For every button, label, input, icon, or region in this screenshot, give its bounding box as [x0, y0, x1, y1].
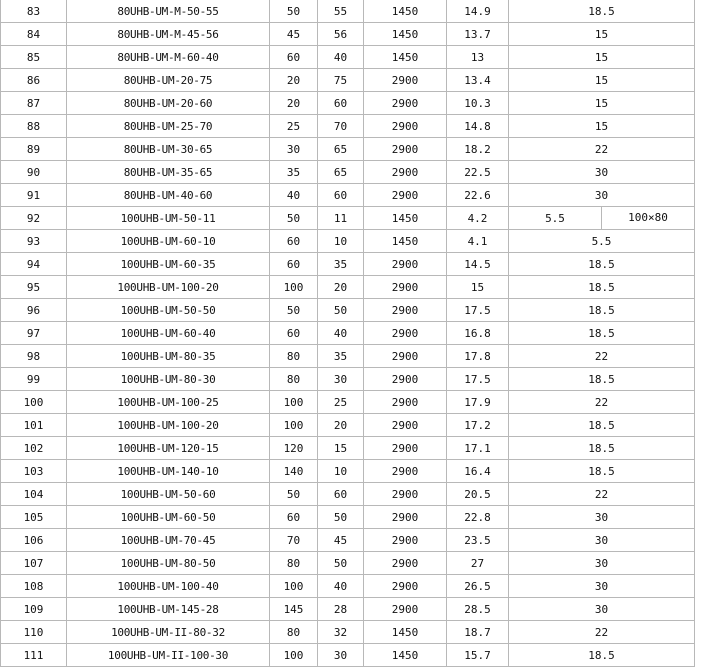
cell-no: 86 — [1, 69, 67, 92]
cell-flow: 60 — [270, 253, 318, 276]
cell-head: 10 — [318, 460, 364, 483]
cell-head: 11 — [318, 207, 364, 230]
cell-shaft-power: 15 — [447, 276, 509, 299]
cell-shaft-power: 17.8 — [447, 345, 509, 368]
cell-shaft-power: 26.5 — [447, 575, 509, 598]
cell-model: 100UHB-UM-145-28 — [67, 598, 270, 621]
cell-shaft-power: 13 — [447, 46, 509, 69]
cell-speed: 2900 — [364, 276, 447, 299]
cell-model: 100UHB-UM-140-10 — [67, 460, 270, 483]
cell-speed: 2900 — [364, 414, 447, 437]
cell-head: 28 — [318, 598, 364, 621]
cell-no: 93 — [1, 230, 67, 253]
table-row — [1, 299, 695, 322]
cell-model: 100UHB-UM-80-30 — [67, 368, 270, 391]
cell-no: 94 — [1, 253, 67, 276]
cell-speed: 2900 — [364, 391, 447, 414]
cell-model: 100UHB-UM-100-40 — [67, 575, 270, 598]
cell-flow: 80 — [270, 552, 318, 575]
cell-motor-power: 15 — [509, 46, 695, 69]
cell-motor-power: 18.5 — [509, 460, 695, 483]
table-row — [1, 368, 695, 391]
cell-shaft-power: 17.9 — [447, 391, 509, 414]
cell-head: 75 — [318, 69, 364, 92]
cell-motor-power: 22 — [509, 138, 695, 161]
cell-no: 104 — [1, 483, 67, 506]
cell-head: 30 — [318, 644, 364, 667]
cell-model: 100UHB-UM-120-15 — [67, 437, 270, 460]
cell-motor-power: 18.5 — [509, 437, 695, 460]
cell-no: 85 — [1, 46, 67, 69]
cell-flow: 80 — [270, 345, 318, 368]
cell-model: 80UHB-UM-M-50-55 — [67, 0, 270, 23]
cell-model: 100UHB-UM-60-10 — [67, 230, 270, 253]
cell-speed: 1450 — [364, 644, 447, 667]
cell-model: 80UHB-UM-25-70 — [67, 115, 270, 138]
cell-motor-power: 30 — [509, 529, 695, 552]
table-row — [1, 391, 695, 414]
cell-head: 32 — [318, 621, 364, 644]
cell-flow: 30 — [270, 138, 318, 161]
table-row — [1, 276, 695, 299]
cell-speed: 1450 — [364, 207, 447, 230]
cell-head: 35 — [318, 345, 364, 368]
table-row — [1, 115, 695, 138]
cell-shaft-power: 28.5 — [447, 598, 509, 621]
cell-no: 110 — [1, 621, 67, 644]
cell-flow: 100 — [270, 391, 318, 414]
table-row — [1, 644, 695, 667]
cell-head: 60 — [318, 92, 364, 115]
cell-speed: 1450 — [364, 0, 447, 23]
cell-speed: 2900 — [364, 598, 447, 621]
cell-model: 80UHB-UM-M-60-40 — [67, 46, 270, 69]
cell-model: 100UHB-UM-100-20 — [67, 276, 270, 299]
cell-speed: 1450 — [364, 230, 447, 253]
cell-motor-power: 5.5 — [509, 230, 695, 253]
cell-no: 83 — [1, 0, 67, 23]
cell-motor-power: 15 — [509, 92, 695, 115]
cell-motor-power: 18.5 — [509, 414, 695, 437]
cell-flow: 20 — [270, 69, 318, 92]
cell-model: 100UHB-UM-60-35 — [67, 253, 270, 276]
cell-speed: 2900 — [364, 368, 447, 391]
cell-shaft-power: 22.5 — [447, 161, 509, 184]
cell-motor-power-split — [509, 207, 695, 230]
cell-model: 80UHB-UM-20-60 — [67, 92, 270, 115]
table-row — [1, 322, 695, 345]
cell-head: 35 — [318, 253, 364, 276]
cell-shaft-power: 14.5 — [447, 253, 509, 276]
cell-motor-power: 30 — [509, 552, 695, 575]
cell-flow: 80 — [270, 621, 318, 644]
cell-head: 10 — [318, 230, 364, 253]
table-row — [1, 552, 695, 575]
table-row — [1, 23, 695, 46]
cell-no: 98 — [1, 345, 67, 368]
cell-speed: 2900 — [364, 184, 447, 207]
cell-shaft-power: 13.4 — [447, 69, 509, 92]
cell-motor-power: 18.5 — [509, 253, 695, 276]
cell-motor-power: 18.5 — [509, 368, 695, 391]
cell-model: 100UHB-UM-60-50 — [67, 506, 270, 529]
cell-no: 90 — [1, 161, 67, 184]
cell-head: 30 — [318, 368, 364, 391]
cell-flow: 50 — [270, 483, 318, 506]
table-row — [1, 138, 695, 161]
cell-speed: 2900 — [364, 460, 447, 483]
cell-flow: 100 — [270, 644, 318, 667]
cell-flow: 140 — [270, 460, 318, 483]
cell-head: 70 — [318, 115, 364, 138]
cell-shaft-power: 17.5 — [447, 299, 509, 322]
cell-no: 100 — [1, 391, 67, 414]
cell-no: 105 — [1, 506, 67, 529]
table-row — [1, 0, 695, 23]
cell-model: 100UHB-UM-II-80-32 — [67, 621, 270, 644]
cell-no: 84 — [1, 23, 67, 46]
cell-model: 100UHB-UM-70-45 — [67, 529, 270, 552]
cell-flow: 45 — [270, 23, 318, 46]
cell-flow: 100 — [270, 414, 318, 437]
cell-no: 88 — [1, 115, 67, 138]
table-row — [1, 506, 695, 529]
cell-head: 50 — [318, 552, 364, 575]
cell-flow: 20 — [270, 92, 318, 115]
cell-shaft-power: 20.5 — [447, 483, 509, 506]
cell-speed: 2900 — [364, 322, 447, 345]
cell-head: 50 — [318, 506, 364, 529]
cell-no: 96 — [1, 299, 67, 322]
cell-no: 92 — [1, 207, 67, 230]
cell-no: 101 — [1, 414, 67, 437]
cell-flow: 145 — [270, 598, 318, 621]
cell-head: 55 — [318, 0, 364, 23]
cell-motor-power: 15 — [509, 69, 695, 92]
cell-motor-power: 18.5 — [509, 276, 695, 299]
cell-shaft-power: 22.6 — [447, 184, 509, 207]
cell-shaft-power: 27 — [447, 552, 509, 575]
cell-model: 80UHB-UM-20-75 — [67, 69, 270, 92]
cell-no: 103 — [1, 460, 67, 483]
cell-motor-power: 22 — [509, 483, 695, 506]
cell-no: 109 — [1, 598, 67, 621]
cell-speed: 2900 — [364, 253, 447, 276]
cell-model: 100UHB-UM-80-35 — [67, 345, 270, 368]
cell-model: 100UHB-UM-60-40 — [67, 322, 270, 345]
cell-shaft-power: 16.4 — [447, 460, 509, 483]
cell-motor-power: 30 — [509, 184, 695, 207]
table-row — [1, 207, 695, 230]
table-row — [1, 598, 695, 621]
cell-model: 100UHB-UM-80-50 — [67, 552, 270, 575]
cell-no: 87 — [1, 92, 67, 115]
cell-extra: 100×80 — [601, 207, 694, 229]
table-row — [1, 161, 695, 184]
cell-head: 65 — [318, 161, 364, 184]
cell-speed: 1450 — [364, 46, 447, 69]
split-cell — [509, 207, 694, 229]
cell-no: 106 — [1, 529, 67, 552]
cell-head: 40 — [318, 322, 364, 345]
cell-head: 25 — [318, 391, 364, 414]
table-row — [1, 414, 695, 437]
cell-shaft-power: 17.5 — [447, 368, 509, 391]
cell-speed: 2900 — [364, 69, 447, 92]
cell-speed: 2900 — [364, 529, 447, 552]
cell-motor-power: 22 — [509, 345, 695, 368]
cell-speed: 2900 — [364, 345, 447, 368]
cell-shaft-power: 14.8 — [447, 115, 509, 138]
cell-motor-power: 30 — [509, 161, 695, 184]
cell-shaft-power: 14.9 — [447, 0, 509, 23]
table-row — [1, 437, 695, 460]
cell-head: 15 — [318, 437, 364, 460]
cell-model: 80UHB-UM-40-60 — [67, 184, 270, 207]
cell-model: 100UHB-UM-50-11 — [67, 207, 270, 230]
table-row — [1, 575, 695, 598]
cell-speed: 2900 — [364, 299, 447, 322]
cell-motor-power: 22 — [509, 621, 695, 644]
cell-speed: 2900 — [364, 115, 447, 138]
cell-speed: 1450 — [364, 621, 447, 644]
cell-head: 20 — [318, 276, 364, 299]
table-row — [1, 69, 695, 92]
cell-motor-power: 18.5 — [509, 0, 695, 23]
table-row — [1, 46, 695, 69]
cell-flow: 60 — [270, 46, 318, 69]
cell-model: 100UHB-UM-50-50 — [67, 299, 270, 322]
cell-flow: 100 — [270, 276, 318, 299]
cell-motor-power: 18.5 — [509, 644, 695, 667]
cell-shaft-power: 17.2 — [447, 414, 509, 437]
cell-motor-power: 18.5 — [509, 299, 695, 322]
cell-shaft-power: 18.7 — [447, 621, 509, 644]
cell-model: 80UHB-UM-35-65 — [67, 161, 270, 184]
cell-head: 50 — [318, 299, 364, 322]
table-row — [1, 460, 695, 483]
cell-head: 40 — [318, 46, 364, 69]
cell-flow: 100 — [270, 575, 318, 598]
cell-flow: 50 — [270, 0, 318, 23]
table-row — [1, 92, 695, 115]
cell-motor-power: 15 — [509, 115, 695, 138]
cell-head: 45 — [318, 529, 364, 552]
cell-model: 100UHB-UM-100-25 — [67, 391, 270, 414]
cell-shaft-power: 17.1 — [447, 437, 509, 460]
cell-shaft-power: 4.2 — [447, 207, 509, 230]
cell-no: 107 — [1, 552, 67, 575]
cell-motor-power: 22 — [509, 391, 695, 414]
table-row — [1, 529, 695, 552]
cell-shaft-power: 15.7 — [447, 644, 509, 667]
cell-motor-power: 18.5 — [509, 322, 695, 345]
cell-no: 97 — [1, 322, 67, 345]
cell-shaft-power: 13.7 — [447, 23, 509, 46]
cell-flow: 40 — [270, 184, 318, 207]
table-row — [1, 184, 695, 207]
cell-model: 100UHB-UM-100-20 — [67, 414, 270, 437]
cell-head: 60 — [318, 483, 364, 506]
cell-speed: 2900 — [364, 552, 447, 575]
cell-speed: 2900 — [364, 161, 447, 184]
cell-head: 60 — [318, 184, 364, 207]
cell-flow: 35 — [270, 161, 318, 184]
cell-head: 56 — [318, 23, 364, 46]
cell-no: 111 — [1, 644, 67, 667]
cell-speed: 2900 — [364, 506, 447, 529]
cell-flow: 60 — [270, 230, 318, 253]
cell-model: 80UHB-UM-30-65 — [67, 138, 270, 161]
table-row — [1, 253, 695, 276]
cell-flow: 25 — [270, 115, 318, 138]
cell-model: 100UHB-UM-II-100-30 — [67, 644, 270, 667]
cell-head: 65 — [318, 138, 364, 161]
cell-shaft-power: 10.3 — [447, 92, 509, 115]
cell-speed: 1450 — [364, 23, 447, 46]
cell-flow: 50 — [270, 207, 318, 230]
cell-model: 100UHB-UM-50-60 — [67, 483, 270, 506]
cell-motor-power: 30 — [509, 575, 695, 598]
cell-motor-power: 30 — [509, 506, 695, 529]
cell-model: 80UHB-UM-M-45-56 — [67, 23, 270, 46]
cell-speed: 2900 — [364, 575, 447, 598]
cell-shaft-power: 23.5 — [447, 529, 509, 552]
cell-flow: 120 — [270, 437, 318, 460]
cell-motor-power: 15 — [509, 23, 695, 46]
cell-motor-power: 5.5 — [545, 211, 565, 225]
cell-shaft-power: 16.8 — [447, 322, 509, 345]
table-body — [1, 0, 695, 667]
cell-speed: 2900 — [364, 483, 447, 506]
cell-shaft-power: 18.2 — [447, 138, 509, 161]
cell-no: 108 — [1, 575, 67, 598]
cell-speed: 2900 — [364, 437, 447, 460]
cell-flow: 60 — [270, 506, 318, 529]
cell-no: 95 — [1, 276, 67, 299]
table-row — [1, 483, 695, 506]
cell-no: 91 — [1, 184, 67, 207]
cell-flow: 80 — [270, 368, 318, 391]
cell-shaft-power: 4.1 — [447, 230, 509, 253]
table-row — [1, 345, 695, 368]
cell-head: 40 — [318, 575, 364, 598]
cell-speed: 2900 — [364, 92, 447, 115]
cell-flow: 60 — [270, 322, 318, 345]
table-row — [1, 621, 695, 644]
cell-speed: 2900 — [364, 138, 447, 161]
cell-head: 20 — [318, 414, 364, 437]
cell-no: 89 — [1, 138, 67, 161]
cell-no: 99 — [1, 368, 67, 391]
cell-shaft-power: 22.8 — [447, 506, 509, 529]
table-row — [1, 230, 695, 253]
cell-no: 102 — [1, 437, 67, 460]
cell-motor-power: 30 — [509, 598, 695, 621]
cell-flow: 50 — [270, 299, 318, 322]
cell-flow: 70 — [270, 529, 318, 552]
